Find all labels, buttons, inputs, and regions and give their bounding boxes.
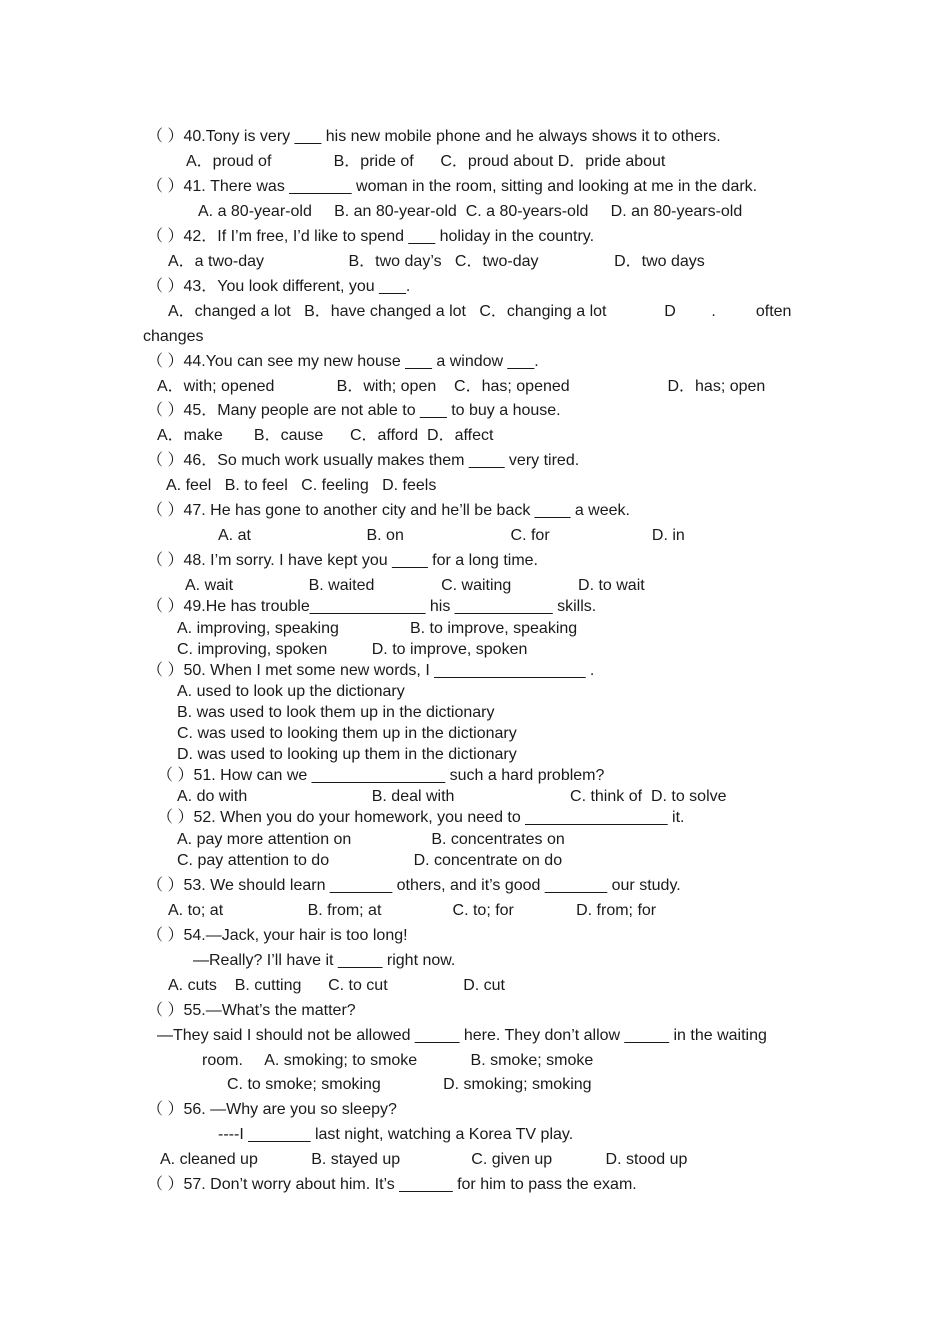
question-41: （ ）41. There was _______ woman in the room, sitting and looking at me in the dark.: [147, 178, 758, 195]
question-57: （ ）57. Don’t worry about him. It’s ______ for him to pass the exam.: [147, 1176, 637, 1193]
question-55: （ ）55.—What’s the matter?: [147, 1002, 356, 1019]
options-40: A．proud of B．pride of C．proud about D．pride about: [186, 153, 666, 170]
options-53: A. to; at B. from; at C. to; for D. from; for: [168, 902, 657, 919]
question-47: （ ）47. He has gone to another city and he’ll be back ____ a week.: [147, 502, 630, 519]
option-50-d: D. was used to looking up them in the dictionary: [177, 746, 517, 763]
option-50-b: B. was used to look them up in the dictionary: [177, 704, 495, 721]
options-42: A．a two-day B．two day’s C．two-day D．two days: [168, 253, 705, 270]
options-46: A. feel B. to feel C. feeling D. feels: [166, 477, 437, 494]
question-55-reply: —They said I should not be allowed _____ here. They don’t allow _____ in the waiting: [157, 1027, 767, 1044]
question-54: （ ）54.—Jack, your hair is too long!: [147, 927, 408, 944]
options-54: A. cuts B. cutting C. to cut D. cut: [168, 977, 505, 994]
options-51: A. do with B. deal with C. think of D. to solve: [177, 788, 727, 805]
question-56: （ ）56. —Why are you so sleepy?: [147, 1101, 397, 1118]
options-43: A．changed a lot B．have changed a lot C．changing a lot D . often: [168, 303, 792, 320]
question-48: （ ）48. I’m sorry. I have kept you ____ for a long time.: [147, 552, 538, 569]
option-50-a: A. used to look up the dictionary: [177, 683, 405, 700]
option-50-c: C. was used to looking them up in the dictionary: [177, 725, 517, 742]
question-53: （ ）53. We should learn _______ others, and it’s good _______ our study.: [147, 877, 681, 894]
options-49-cd: C. improving, spoken D. to improve, spoken: [177, 641, 528, 658]
question-50: （ ）50. When I met some new words, I _________________ .: [147, 662, 595, 679]
options-43-continued: changes: [143, 328, 204, 345]
question-40: （ ）40.Tony is very ___ his new mobile phone and he always shows it to others.: [147, 128, 721, 145]
options-48: A. wait B. waited C. waiting D. to wait: [185, 577, 645, 594]
question-51: （ ）51. How can we _______________ such a hard problem?: [157, 767, 605, 784]
question-45: （ ）45．Many people are not able to ___ to buy a house.: [147, 402, 561, 419]
question-44: （ ）44.You can see my new house ___ a window ___.: [147, 353, 539, 370]
options-41: A. a 80-year-old B. an 80-year-old C. a 80-years-old D. an 80-years-old: [198, 203, 743, 220]
options-45: A．make B．cause C．afford D．affect: [157, 427, 494, 444]
options-49-ab: A. improving, speaking B. to improve, speaking: [177, 620, 578, 637]
question-42: （ ）42．If I’m free, I’d like to spend ___ holiday in the country.: [147, 228, 595, 245]
question-46: （ ）46．So much work usually makes them ____ very tired.: [147, 452, 580, 469]
question-52: （ ）52. When you do your homework, you need to ________________ it.: [157, 809, 685, 826]
options-55-ab: room. A. smoking; to smoke B. smoke; smoke: [202, 1052, 594, 1069]
options-47: A. at B. on C. for D. in: [218, 527, 685, 544]
options-56: A. cleaned up B. stayed up C. given up D. stood up: [160, 1151, 688, 1168]
question-56-reply: ----I _______ last night, watching a Korea TV play.: [218, 1126, 574, 1143]
question-54-reply: —Really? I’ll have it _____ right now.: [193, 952, 456, 969]
options-55-cd: C. to smoke; smoking D. smoking; smoking: [227, 1076, 592, 1093]
question-43: （ ）43．You look different, you ___.: [147, 278, 411, 295]
options-52-ab: A. pay more attention on B. concentrates on: [177, 831, 565, 848]
options-44: A．with; opened B．with; open C．has; opened D．has; open: [157, 378, 766, 395]
options-52-cd: C. pay attention to do D. concentrate on do: [177, 852, 563, 869]
question-49: （ ）49.He has trouble_____________ his ___________ skills.: [147, 598, 597, 615]
